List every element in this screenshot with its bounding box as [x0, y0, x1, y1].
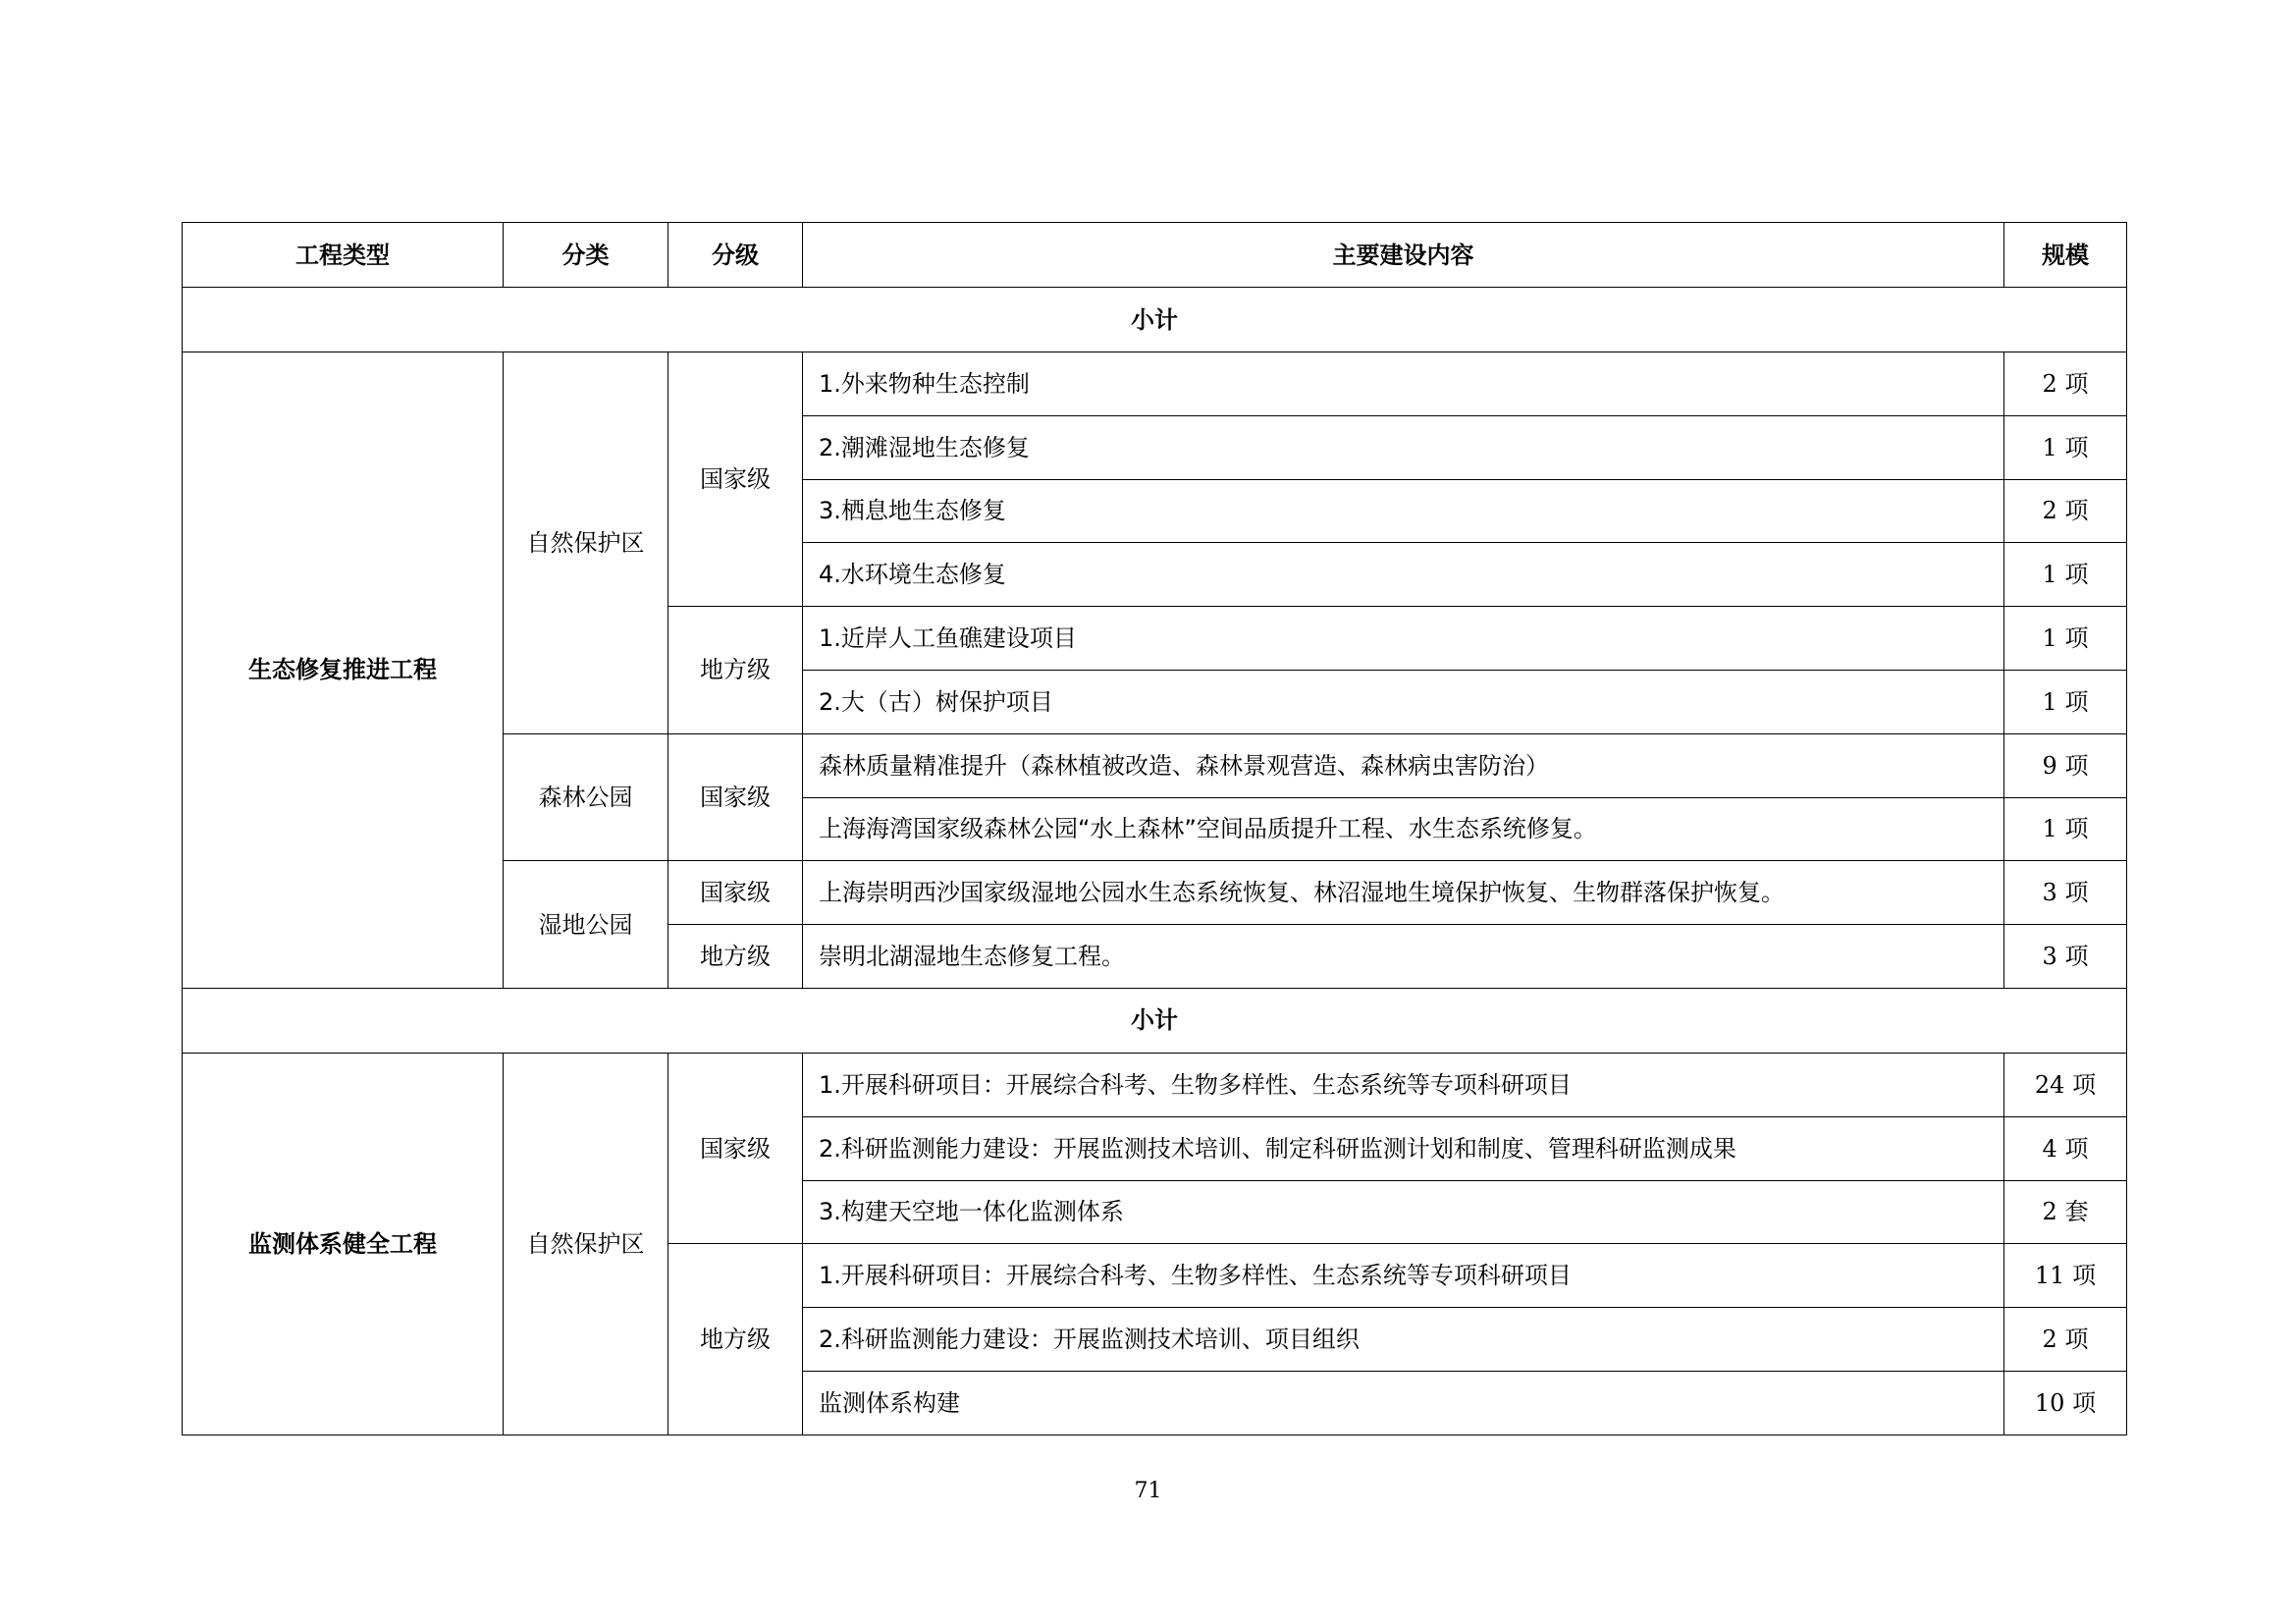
scale-cell: 1 项	[2004, 607, 2127, 671]
level-cell: 国家级	[668, 352, 803, 607]
content-cell: 上海海湾国家级森林公园“水上森林”空间品质提升工程、水生态系统修复。	[803, 797, 2004, 861]
content-cell: 1.外来物种生态控制	[803, 352, 2004, 416]
scale-cell: 1 项	[2004, 543, 2127, 607]
table-header-row	[183, 223, 2127, 288]
level-cell: 地方级	[668, 925, 803, 989]
scale-cell: 2 项	[2004, 479, 2127, 543]
scale-cell: 2 项	[2004, 352, 2127, 416]
content-cell: 3.构建天空地一体化监测体系	[803, 1180, 2004, 1244]
content-cell: 2.科研监测能力建设：开展监测技术培训、制定科研监测计划和制度、管理科研监测成果	[803, 1116, 2004, 1180]
content-cell: 上海崇明西沙国家级湿地公园水生态系统恢复、林沼湿地生境保护恢复、生物群落保护恢复。	[803, 861, 2004, 925]
content-cell: 3.栖息地生态修复	[803, 479, 2004, 543]
content-cell: 监测体系构建	[803, 1371, 2004, 1435]
content-cell: 2.科研监测能力建设：开展监测技术培训、项目组织	[803, 1308, 2004, 1372]
scale-cell: 24 项	[2004, 1053, 2127, 1116]
content-cell: 1.近岸人工鱼礁建设项目	[803, 607, 2004, 671]
content-cell: 森林质量精准提升（森林植被改造、森林景观营造、森林病虫害防治）	[803, 733, 2004, 797]
scale-cell: 2 项	[2004, 1308, 2127, 1372]
scale-cell: 3 项	[2004, 861, 2127, 925]
scale-cell: 10 项	[2004, 1371, 2127, 1435]
header-category: 分类	[504, 223, 668, 288]
header-scale: 规模	[2004, 223, 2127, 288]
scale-cell: 11 项	[2004, 1244, 2127, 1308]
header-content: 主要建设内容	[803, 223, 2004, 288]
category-cell: 森林公园	[504, 733, 668, 861]
content-cell: 2.大（古）树保护项目	[803, 670, 2004, 733]
subtotal-row	[183, 288, 2127, 352]
construction-table	[182, 222, 2127, 1435]
engineering-type-cell: 生态修复推进工程	[183, 352, 504, 989]
subtotal-label: 小计	[183, 288, 2127, 352]
level-cell: 地方级	[668, 607, 803, 734]
category-cell: 湿地公园	[504, 861, 668, 989]
content-cell: 2.潮滩湿地生态修复	[803, 415, 2004, 479]
level-cell: 国家级	[668, 1053, 803, 1243]
scale-cell: 4 项	[2004, 1116, 2127, 1180]
subtotal-label: 小计	[183, 988, 2127, 1053]
scale-cell: 1 项	[2004, 415, 2127, 479]
level-cell: 国家级	[668, 733, 803, 861]
content-cell: 1.开展科研项目：开展综合科考、生物多样性、生态系统等专项科研项目	[803, 1244, 2004, 1308]
scale-cell: 2 套	[2004, 1180, 2127, 1244]
header-level: 分级	[668, 223, 803, 288]
content-cell: 1.开展科研项目：开展综合科考、生物多样性、生态系统等专项科研项目	[803, 1053, 2004, 1116]
category-cell: 自然保护区	[504, 1053, 668, 1435]
page-number: 71	[1134, 1479, 1162, 1503]
table-row	[183, 352, 2127, 416]
subtotal-row	[183, 988, 2127, 1053]
scale-cell: 1 项	[2004, 797, 2127, 861]
scale-cell: 9 项	[2004, 733, 2127, 797]
category-cell: 自然保护区	[504, 352, 668, 734]
level-cell: 地方级	[668, 1244, 803, 1435]
level-cell: 国家级	[668, 861, 803, 925]
table-row	[183, 1053, 2127, 1116]
content-cell: 崇明北湖湿地生态修复工程。	[803, 925, 2004, 989]
scale-cell: 1 项	[2004, 670, 2127, 733]
engineering-type-cell: 监测体系健全工程	[183, 1053, 504, 1435]
scale-cell: 3 项	[2004, 925, 2127, 989]
header-type: 工程类型	[183, 223, 504, 288]
content-cell: 4.水环境生态修复	[803, 543, 2004, 607]
